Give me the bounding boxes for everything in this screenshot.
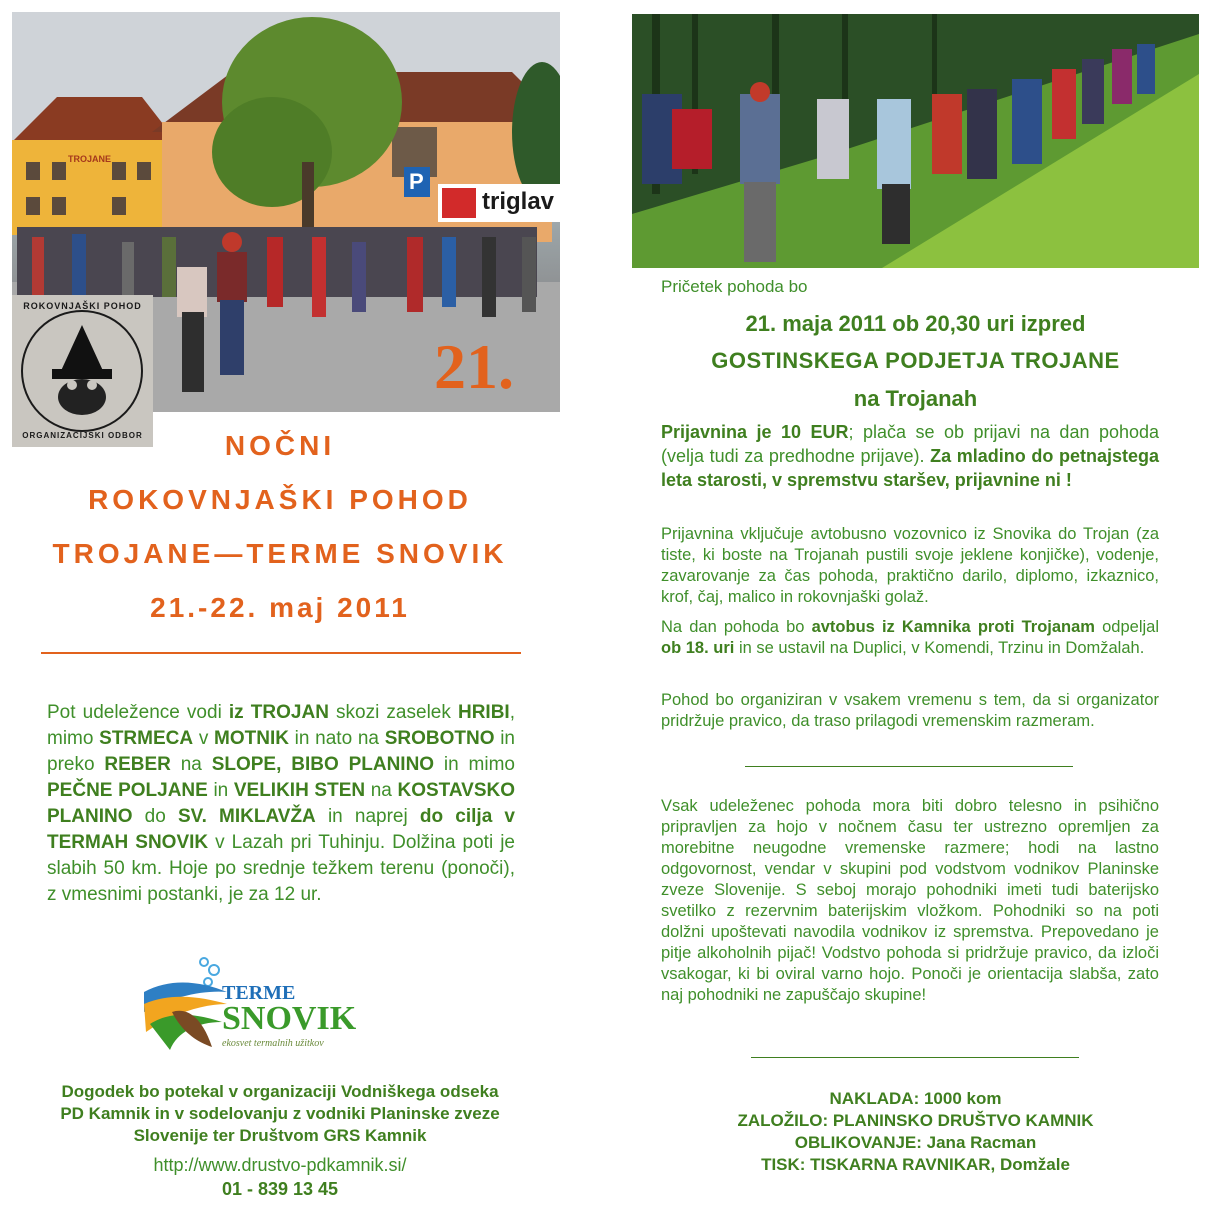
emphasized-text: HRIBI — [457, 702, 510, 723]
parking-sign: P — [409, 169, 424, 194]
designer: OBLIKOVANJE: Jana Racman — [794, 1133, 1037, 1152]
sponsor-name-snovik: SNOVIK — [222, 1000, 357, 1037]
emphasized-text: ob 18. uri — [661, 639, 735, 657]
body-text: , mimo — [47, 702, 515, 749]
title-line-3: TROJANE—TERME SNOVIK — [52, 538, 508, 569]
print-run: NAKLADA: 1000 kom — [829, 1089, 1002, 1108]
right-divider-1 — [745, 766, 1073, 767]
organizer-line-2: PD Kamnik in v sodelovanju z vodniki Planinske zveze — [60, 1104, 500, 1123]
website-link[interactable]: http://www.drustvo-pdkamnik.si/ — [153, 1155, 407, 1175]
body-text: in — [207, 780, 234, 801]
body-text: in nato na — [288, 728, 385, 749]
left-divider — [41, 652, 521, 654]
body-text: Pot udeležence vodi — [47, 702, 229, 723]
triglav-sign-text: triglav — [482, 188, 555, 215]
logo-text-top: ROKOVNJAŠKI POHOD — [23, 301, 142, 311]
organizer-line-1: Dogodek bo potekal v organizaciji Vodniškega odseka — [61, 1082, 499, 1101]
body-text: in se ustavil na Duplici, v Komendi, Trzinu in Domžalah. — [734, 639, 1145, 657]
rokovnjaski-pohod-logo — [12, 295, 153, 447]
sponsor-tagline: ekosvet termalnih užitkov — [222, 1038, 324, 1049]
event-number-badge: 21. — [434, 331, 514, 402]
right-divider-2 — [751, 1057, 1079, 1058]
emphasized-text: REBER — [104, 754, 171, 775]
weather-paragraph: Pohod bo organiziran v vsakem vremenu s tem, da si organizator pridržuje pravico, da traso prilagodi vremenskim razmeram. — [661, 691, 1159, 730]
bus-paragraph — [661, 617, 1159, 659]
emphasized-text: Za mladino do petnajstega leta starosti, v spremstvu staršev, prijavnine ni ! — [661, 446, 1160, 490]
logo-text-bottom: ORGANIZACIJSKI ODBOR — [22, 431, 143, 440]
emphasized-text: VELIKIH STEN — [233, 780, 366, 801]
emphasized-text: SLOPE, BIBO PLANINO — [211, 754, 435, 775]
body-text: odpeljal — [1094, 618, 1159, 636]
body-text: na — [365, 780, 398, 801]
body-text: in naprej — [315, 806, 420, 827]
terme-snovik-logo — [142, 952, 382, 1052]
start-datetime: 21. maja 2011 ob 20,30 uri izpred — [745, 311, 1086, 336]
start-intro: Pričetek pohoda bo — [661, 277, 808, 296]
start-venue: GOSTINSKEGA PODJETJA TROJANE — [711, 348, 1120, 373]
title-date: 21.-22. maj 2011 — [150, 592, 410, 623]
emphasized-text: MOTNIK — [214, 728, 289, 749]
emphasized-text: avtobus iz Kamnika proti Trojanam — [811, 618, 1095, 636]
body-text: v Lazah pri Tuhinju. Dolžina poti je slabih 50 km. Hoje po srednje težkem terenu (ponoči), z vmesnimi postanki, je za 12 ur. — [47, 832, 515, 905]
emphasized-text: PEČNE POLJANE — [47, 780, 208, 801]
body-text: Na dan pohoda bo — [661, 618, 812, 636]
body-text: ; plača se ob prijavi na dan pohoda (velja tudi za predhodne prijave). — [661, 422, 1160, 466]
fee-includes-paragraph: Prijavnina vključuje avtobusno vozovnico iz Snovika do Trojan (za tiste, ki boste na Trojanah pustili svoje jeklene konjičke), vodenje, zavarovanje za čas pohoda, praktično darilo, diplomo, izkaznico, krof, čaj, malico in rokovnjaški golaž. — [661, 525, 1159, 606]
sponsor-name-terme: TERME — [222, 982, 296, 1004]
body-text: na — [170, 754, 212, 775]
route-description — [47, 700, 515, 908]
phone-number: 01 - 839 13 45 — [221, 1179, 339, 1199]
emphasized-text: do cilja v TERMAH SNOVIK — [47, 806, 515, 853]
body-text: do — [132, 806, 178, 827]
emphasized-text: SROBOTNO — [384, 728, 495, 749]
body-text: in preko — [47, 728, 515, 775]
title-line-1: NOČNI — [224, 430, 336, 461]
emphasized-text: iz TROJAN — [228, 702, 329, 723]
organizer-line-3: Slovenije ter Društvom GRS Kamnik — [133, 1126, 427, 1145]
title-line-2: ROKOVNJAŠKI POHOD — [88, 484, 472, 515]
publisher: ZALOŽILO: PLANINSKO DRUŠTVO KAMNIK — [737, 1111, 1094, 1130]
start-place: na Trojanah — [853, 386, 978, 411]
body-text: in mimo — [434, 754, 515, 775]
emphasized-text: Prijavnina je 10 EUR — [661, 422, 849, 442]
emphasized-text: SV. MIKLAVŽA — [177, 806, 316, 827]
building-sign-trojane: TROJANE — [68, 154, 112, 164]
emphasized-text: STRMECA — [99, 728, 194, 749]
emphasized-text: KOSTAVSKO PLANINO — [47, 780, 516, 827]
rules-paragraph: Vsak udeleženec pohoda mora biti dobro telesno in psihično pripravljen za hojo v nočnem času ter ustrezno opremljen za morebitne neugodne vremenske razmere; hodi na lastno odgovornost, vendar v skupini pod vodstvom vodnikov Planinske zveze Slovenije. S seboj morajo pohodniki imeti tudi baterijsko svetilko z rezervnim baterijskim vložkom. Pohodniki so na poti dolžni upoštevati navodila vodnikov iz spremstva. Prepovedano je pitje alkoholnih pijač! Vodstvo pohoda si pridržuje pravico, da izloči vsakogar, ki bi oviral varno hojo. Ponoči je orientacija slabša, zato naj pohodniki ne zapuščajo skupine! — [661, 797, 1159, 1004]
body-text: v — [193, 728, 215, 749]
printer: TISK: TISKARNA RAVNIKAR, Domžale — [761, 1155, 1070, 1174]
hikers-photo — [632, 14, 1199, 268]
body-text: skozi zaselek — [328, 702, 458, 723]
fee-paragraph — [661, 420, 1159, 492]
